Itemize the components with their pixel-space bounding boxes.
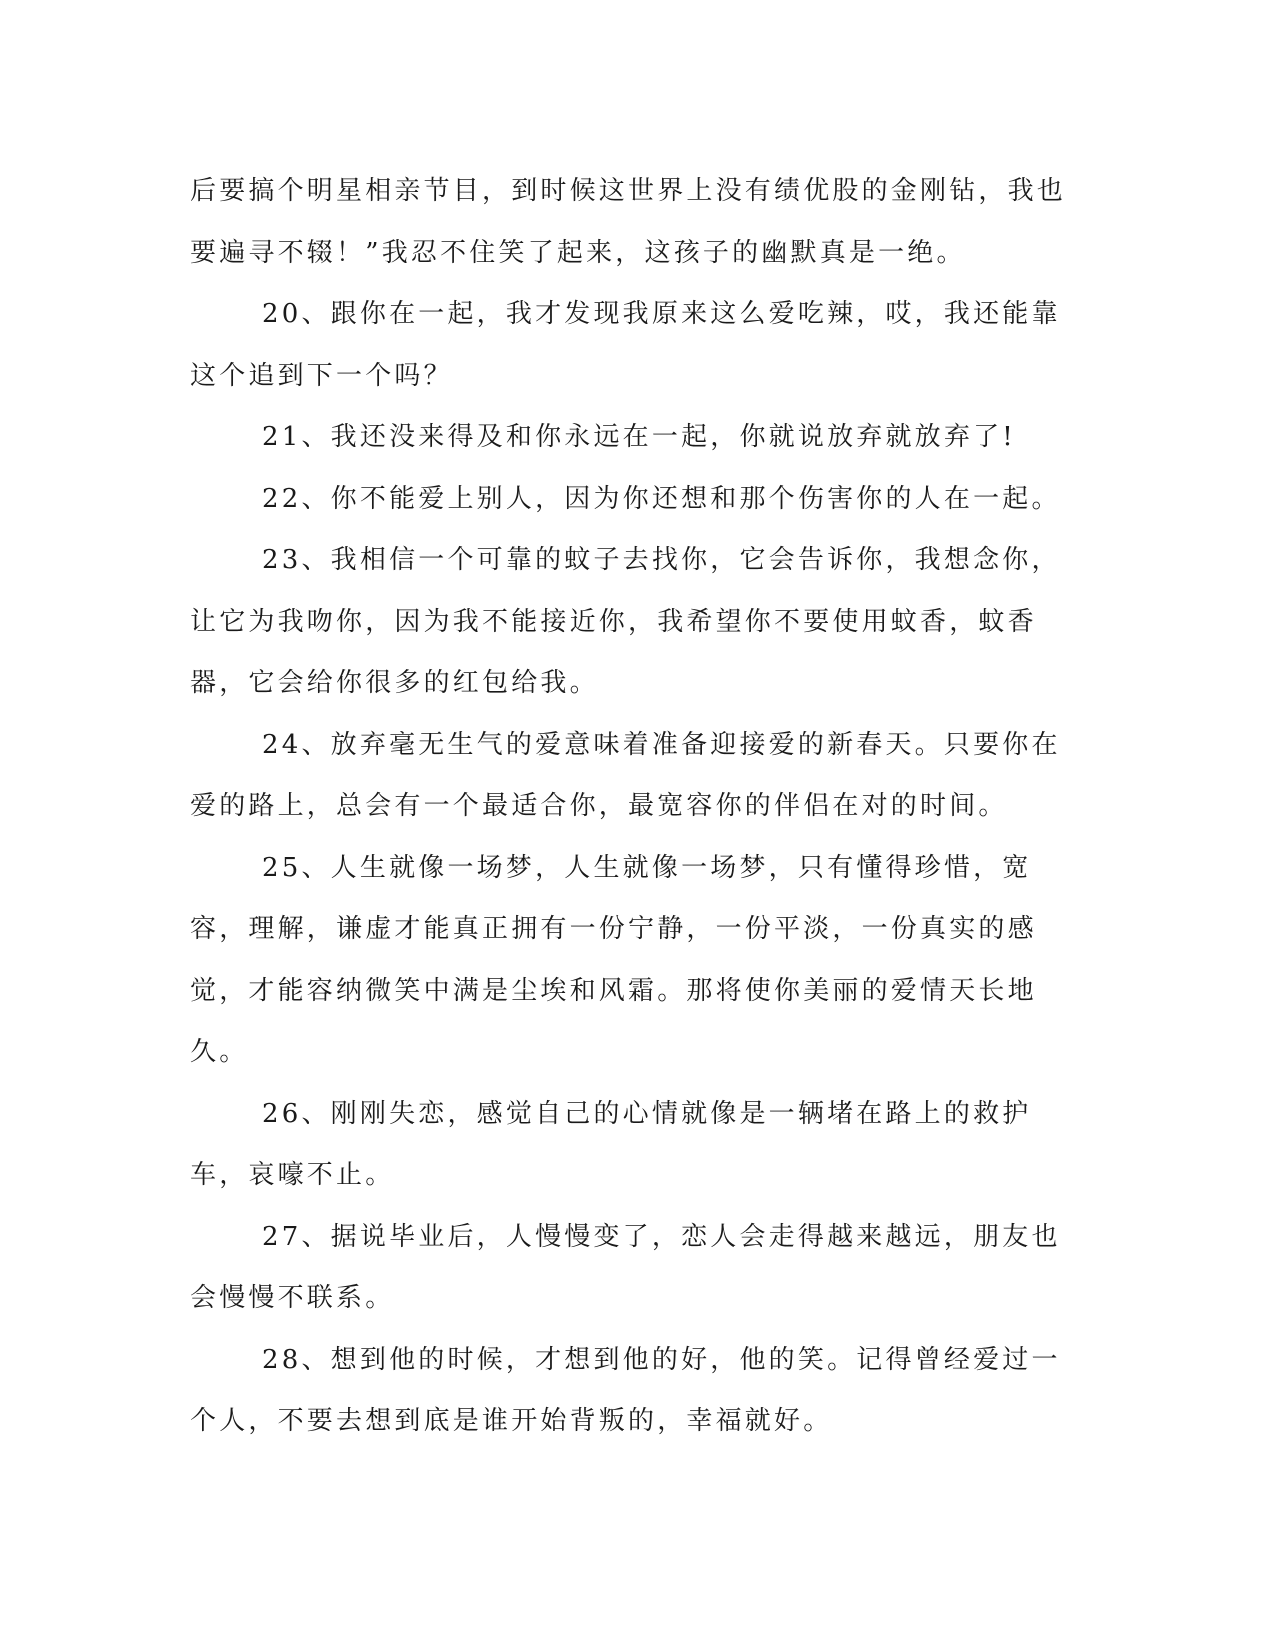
paragraph-22: 22、你不能爱上别人，因为你还想和那个伤害你的人在一起。 <box>262 483 1061 514</box>
paragraph-20: 20、跟你在一起，我才发现我原来这么爱吃辣，哎，我还能靠这个追到下一个吗？ <box>190 299 1061 391</box>
paragraph-26: 26、刚刚失恋，感觉自己的心情就像是一辆堵在路上的救护车，哀嚎不止。 <box>190 1098 1032 1190</box>
paragraph-28: 28、想到他的时候，才想到他的好，他的笑。记得曾经爱过一个人，不要去想到底是谁开始背叛的，幸福就好。 <box>190 1344 1061 1436</box>
paragraph-24: 24、放弃毫无生气的爱意味着准备迎接爱的新春天。只要你在爱的路上，总会有一个最适合你，最宽容你的伴侣在对的时间。 <box>190 729 1061 821</box>
paragraph-21: 21、我还没来得及和你永远在一起，你就说放弃就放弃了! <box>262 422 1016 452</box>
document-body <box>190 161 1080 1453</box>
paragraph-25: 25、人生就像一场梦，人生就像一场梦，只有懂得珍惜，宽容，理解，谦虚才能真正拥有一份宁静，一份平淡，一份真实的感觉，才能容纳微笑中满是尘埃和风霜。那将使你美丽的爱情天长地久。 <box>190 852 1037 1067</box>
paragraph-continuation: 后要搞个明星相亲节目，到时候这世界上没有绩优股的金刚钻，我也要遍寻不辍！”我忍不住笑了起来，这孩子的幽默真是一绝。 <box>190 176 1067 268</box>
paragraph-23: 23、我相信一个可靠的蚊子去找你，它会告诉你，我想念你，让它为我吻你，因为我不能接近你，我希望你不要使用蚊香，蚊香器，它会给你很多的红包给我。 <box>190 545 1061 698</box>
paragraph-27: 27、据说毕业后，人慢慢变了，恋人会走得越来越远，朋友也会慢慢不联系。 <box>190 1221 1061 1313</box>
